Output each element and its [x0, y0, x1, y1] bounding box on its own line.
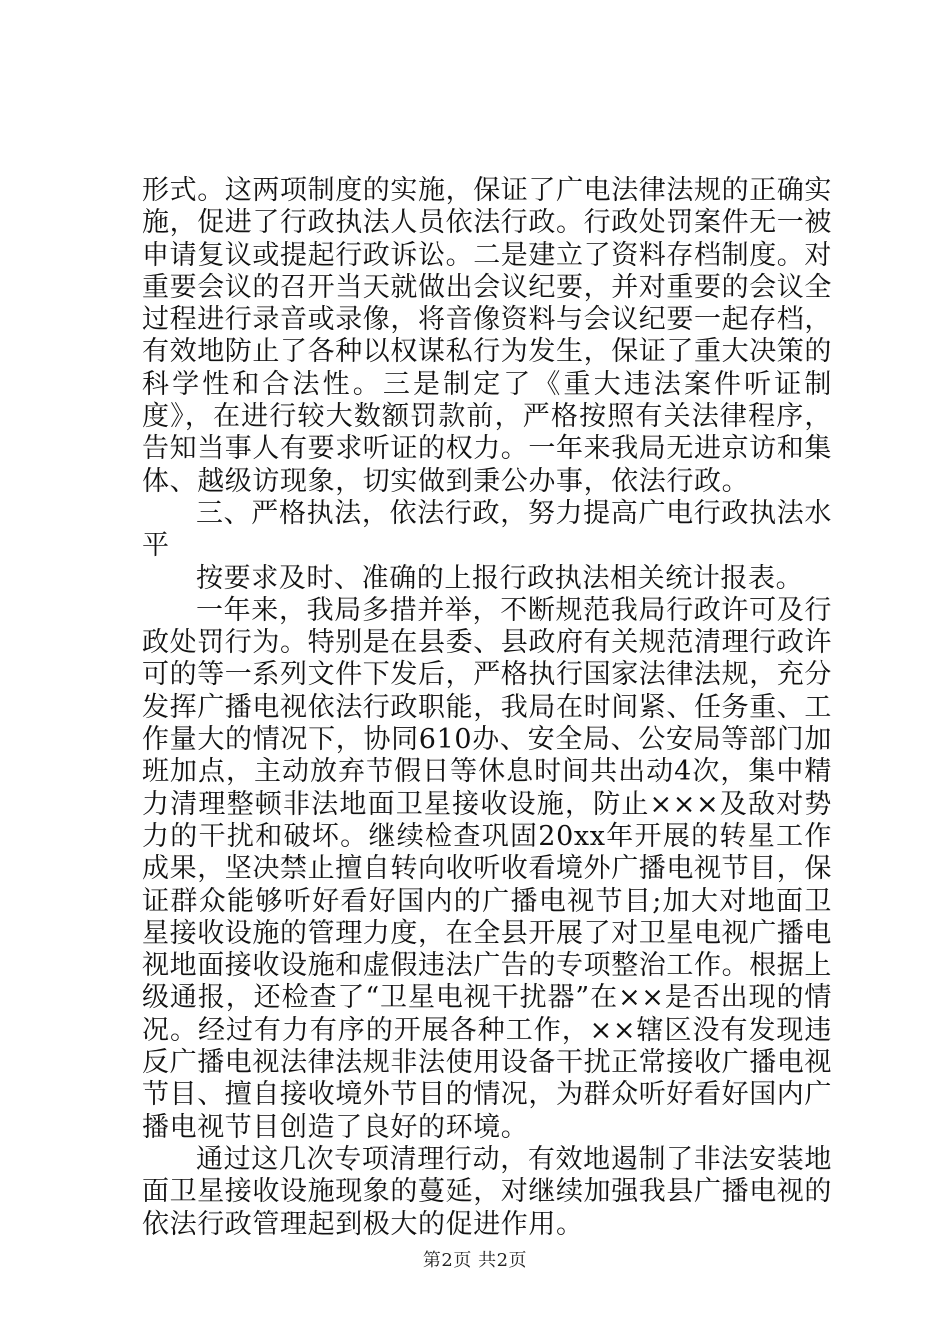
paragraph-2: 按要求及时、准确的上报行政执法相关统计报表。: [196, 562, 804, 594]
paragraph-3: 一年来，我局多措并举，不断规范我局行政许可及行政处罚行为。特别是在县委、县政府有关规范清理行政许可的等一系列文件下发后，严格执行国家法律法规，充分发挥广播电视依法行政职能，我局在时间紧、任务重、工作量大的情况下，协同610办、安全局、公安局等部门加班加点，主动放弃节假日等休息时间共出动4次，集中精力清理整顿非法地面卫星接收设施，防止×××及敌对势力的干扰和破坏。继续检查巩固20xx年开展的转星工作成果，坚决禁止擅自转向收听收看境外广播电视节目，保证群众能够听好看好国内的广播电视节目;加大对地面卫星接收设施的管理力度，在全县开展了对卫星电视广播电视地面接收设施和虚假违法广告的专项整治工作。根据上级通报，还检查了“卫星电视干扰器”在××是否出现的情况。经过有力有序的开展各种工作，××辖区没有发现违反广播电视法律法规非法使用设备干扰正常接收广播电视节目、擅自接收境外节目的情况，为群众听好看好国内广播电视节目创造了良好的环境。: [142, 594, 832, 1143]
page-footer: 第2页 共2页: [422, 1250, 528, 1271]
document-body: [142, 175, 832, 1241]
paragraph-1: 形式。这两项制度的实施，保证了广电法律法规的正确实施，促进了行政执法人员依法行政。行政处罚案件无一被申请复议或提起行政诉讼。二是建立了资料存档制度。对重要会议的召开当天就做出会议纪要，并对重要的会议全过程进行录音或录像，将音像资料与会议纪要一起存档，有效地防止了各种以权谋私行为发生，保证了重大决策的科学性和合法性。三是制定了《重大违法案件听证制度》，在进行较大数额罚款前，严格按照有关法律程序，告知当事人有要求听证的权力。一年来我局无进京访和集体、越级访现象，切实做到秉公办事，依法行政。: [142, 175, 832, 497]
section-heading-3: 三、严格执法，依法行政，努力提高广电行政执法水平: [142, 497, 832, 562]
paragraph-4: 通过这几次专项清理行动，有效地遏制了非法安装地面卫星接收设施现象的蔓延，对继续加强我县广播电视的依法行政管理起到极大的促进作用。: [142, 1143, 832, 1240]
